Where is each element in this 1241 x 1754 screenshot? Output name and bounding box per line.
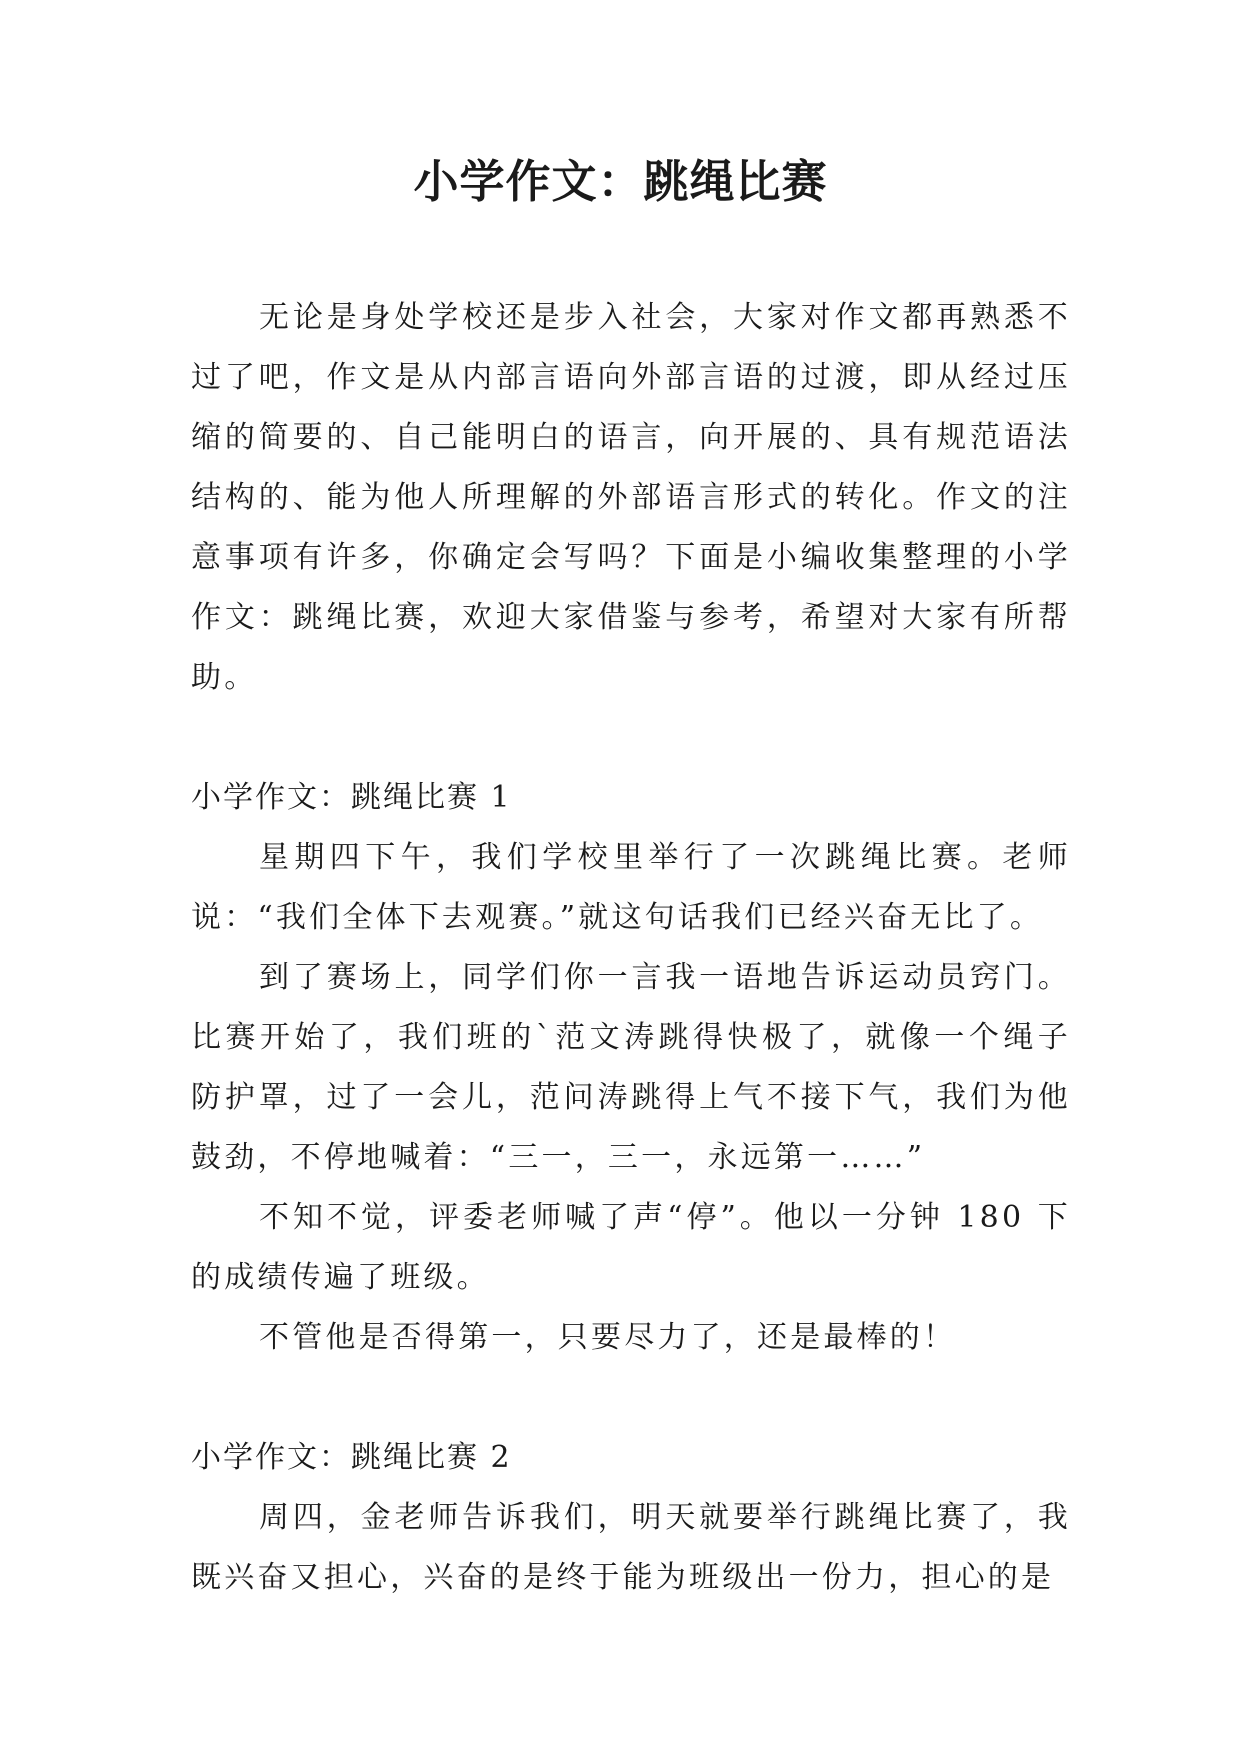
document-body: [191, 288, 1071, 1608]
section-heading: 小学作文：跳绳比赛 2: [191, 1440, 512, 1475]
body-paragraph: 星期四下午，我们学校里举行了一次跳绳比赛。老师说：“我们全体下去观赛。”就这句话我们已经兴奋无比了。: [191, 840, 1071, 935]
document-title: 小学作文：跳绳比赛: [413, 155, 828, 208]
intro-paragraph: 无论是身处学校还是步入社会，大家对作文都再熟悉不过了吧，作文是从内部言语向外部言语的过渡，即从经过压缩的简要的、自己能明白的语言，向开展的、具有规范语法结构的、能为他人所理解的外部语言形式的转化。作文的注意事项有许多，你确定会写吗？下面是小编收集整理的小学作文：跳绳比赛，欢迎大家借鉴与参考，希望对大家有所帮助。: [191, 300, 1071, 695]
section-heading: 小学作文：跳绳比赛 1: [191, 780, 512, 815]
body-paragraph: 不知不觉，评委老师喊了声“停”。他以一分钟 180 下的成绩传遍了班级。: [191, 1200, 1071, 1295]
body-paragraph: 周四，金老师告诉我们，明天就要举行跳绳比赛了，我既兴奋又担心，兴奋的是终于能为班级出一份力，担心的是: [191, 1500, 1071, 1595]
body-paragraph: 不管他是否得第一，只要尽力了，还是最棒的！: [259, 1320, 957, 1355]
essay-section-1: [191, 768, 1071, 1368]
essay-section-2: [191, 1428, 1071, 1608]
body-paragraph: 到了赛场上，同学们你一言我一语地告诉运动员窍门。比赛开始了，我们班的`范文涛跳得快极了，就像一个绳子防护罩，过了一会儿，范问涛跳得上气不接下气，我们为他鼓劲，不停地喊着：“三一，三一，永远第一……”: [191, 960, 1071, 1175]
